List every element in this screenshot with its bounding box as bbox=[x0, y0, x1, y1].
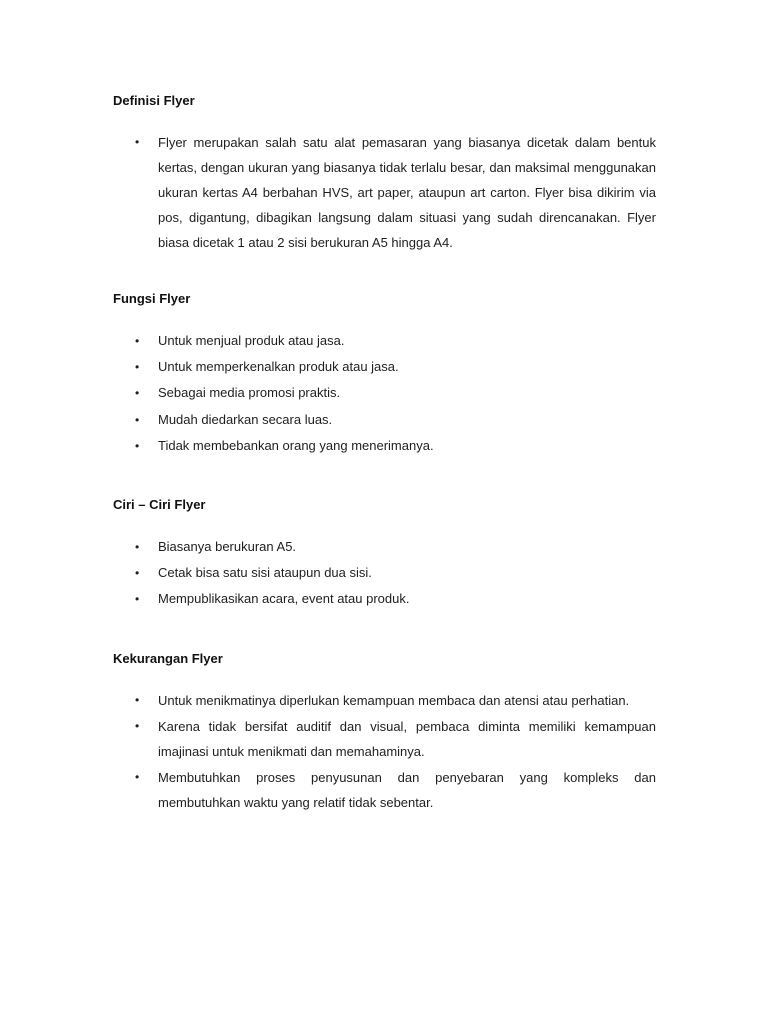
list-item-text: Untuk memperkenalkan produk atau jasa. bbox=[158, 359, 399, 375]
bullet-list-definisi bbox=[113, 130, 656, 255]
section-fungsi bbox=[113, 291, 656, 459]
bullet-icon: • bbox=[135, 693, 140, 707]
section-heading-kekurangan: Kekurangan Flyer bbox=[113, 651, 223, 666]
list-item bbox=[113, 407, 656, 433]
section-heading-definisi: Definisi Flyer bbox=[113, 93, 195, 108]
list-item-text: Membutuhkan proses penyusunan dan penyebaran yang kompleks dan membutuhkan waktu yang relatif tidak sebentar. bbox=[158, 770, 656, 810]
list-item-text: Biasanya berukuran A5. bbox=[158, 539, 297, 554]
bullet-icon: • bbox=[135, 566, 140, 581]
section-kekurangan bbox=[113, 651, 656, 816]
list-item-text: Mempublikasikan acara, event atau produk. bbox=[158, 591, 410, 607]
bullet-icon: • bbox=[135, 386, 140, 401]
list-item bbox=[113, 380, 656, 406]
list-item-text: Tidak membebankan orang yang menerimanya. bbox=[158, 437, 434, 453]
section-heading-ciri: Ciri – Ciri Flyer bbox=[113, 497, 206, 512]
list-item-text: Mudah diedarkan secara luas. bbox=[158, 411, 333, 427]
bullet-icon: • bbox=[135, 135, 140, 149]
list-item bbox=[113, 354, 656, 380]
list-item bbox=[113, 130, 656, 255]
list-item-text: Untuk menikmatinya diperlukan kemampuan membaca dan atensi atau perhatian. bbox=[158, 693, 630, 708]
section-ciri bbox=[113, 497, 656, 613]
list-item-text: Sebagai media promosi praktis. bbox=[158, 385, 341, 401]
bullet-icon: • bbox=[135, 770, 140, 784]
section-heading-fungsi: Fungsi Flyer bbox=[113, 291, 191, 306]
bullet-list-ciri bbox=[113, 534, 656, 613]
bullet-list-kekurangan bbox=[113, 688, 656, 815]
list-item bbox=[113, 765, 656, 815]
list-item-text: Karena tidak bersifat auditif dan visual, pembaca diminta memiliki kemampuan imajinasi untuk menikmati dan memahaminya. bbox=[158, 719, 656, 759]
bullet-icon: • bbox=[135, 540, 140, 554]
list-item bbox=[113, 714, 656, 764]
bullet-icon: • bbox=[135, 592, 140, 607]
list-item bbox=[113, 534, 656, 560]
list-item bbox=[113, 560, 656, 586]
bullet-icon: • bbox=[135, 412, 140, 427]
list-item bbox=[113, 688, 656, 713]
list-item bbox=[113, 433, 656, 459]
list-item bbox=[113, 586, 656, 612]
list-item bbox=[113, 328, 656, 354]
list-item-text: Cetak bisa satu sisi ataupun dua sisi. bbox=[158, 565, 372, 581]
list-item-text: Untuk menjual produk atau jasa. bbox=[158, 333, 345, 348]
list-item-text: Flyer merupakan salah satu alat pemasaran yang biasanya dicetak dalam bentuk kertas, dengan ukuran yang biasanya tidak terlalu besar, dan maksimal menggunakan ukuran kertas A4 berbahan HVS, art paper, ataupun art carton. Flyer bisa dikirim via pos, digantung, dibagikan langsung dalam situasi yang sudah direncanakan. Flyer biasa dicetak 1 atau 2 sisi berukuran A5 hingga A4. bbox=[158, 135, 656, 250]
bullet-icon: • bbox=[135, 719, 140, 733]
bullet-icon: • bbox=[135, 360, 140, 375]
section-definisi bbox=[113, 93, 656, 255]
bullet-list-fungsi bbox=[113, 328, 656, 459]
bullet-icon: • bbox=[135, 438, 140, 453]
bullet-icon: • bbox=[135, 334, 140, 348]
